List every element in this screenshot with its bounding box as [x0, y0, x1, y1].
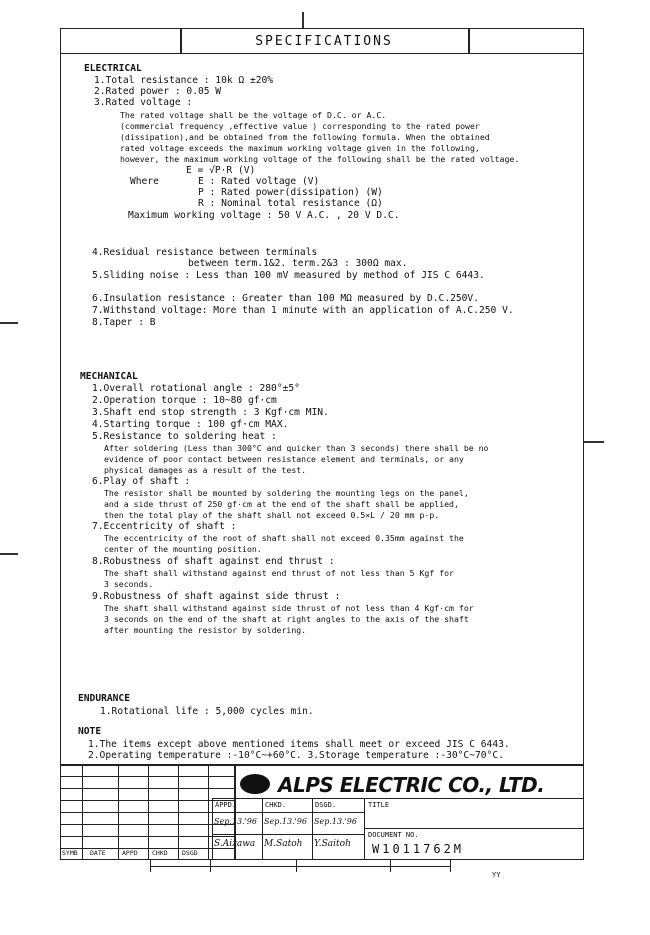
- rev-col-symb: SYMB: [62, 849, 78, 857]
- mechanical-item-9-text-2: 3 seconds on the end of the shaft at right angles to the axis of the shaft: [104, 614, 469, 624]
- mechanical-item-6-text-3: then the total play of the shaft shall not exceed 0.5×L / 20 mm p-p.: [104, 510, 440, 520]
- appd-signature: S.Aizawa: [214, 839, 256, 849]
- electrical-item-4: 4.Residual resistance between terminals: [92, 247, 318, 258]
- document-number: W1011762M: [372, 842, 465, 856]
- max-working-voltage: Maximum working voltage : 50 V A.C. , 20 V D.C.: [128, 210, 400, 221]
- title-label: TITLE: [368, 801, 390, 809]
- mechanical-item-9-text-1: The shaft shall withstand against side thrust of not less than 4 Kgf·cm for: [104, 603, 474, 613]
- left-tick-upper: [0, 322, 18, 324]
- rated-voltage-text-4: rated voltage exceeds the maximum working voltage given in the following,: [120, 143, 480, 153]
- rated-voltage-text-5: however, the maximum working voltage of the following shall be the rated voltage.: [120, 154, 520, 164]
- note-heading: NOTE: [78, 726, 102, 737]
- dsgd-date: Sep.13.'96: [314, 817, 357, 826]
- right-tick: [584, 441, 604, 443]
- mechanical-item-8-text-1: The shaft shall withstand against end thrust of not less than 5 Kgf for: [104, 568, 454, 578]
- company-logo: [234, 772, 584, 798]
- endurance-heading: ENDURANCE: [78, 693, 130, 704]
- mechanical-item-5-text-3: physical damages as a result of the test.: [104, 465, 307, 475]
- mechanical-item-2: 2.Operation torque : 10~80 gf·cm: [92, 395, 277, 406]
- electrical-item-1: 1.Total resistance : 10k Ω ±20%: [94, 75, 274, 86]
- rev-col-dsgd: DSGD: [182, 849, 198, 857]
- where-label: Where: [130, 176, 159, 187]
- electrical-item-4-detail: between term.1&2. term.2&3 : 300Ω max.: [188, 258, 408, 269]
- mechanical-item-8: 8.Robustness of shaft against end thrust :: [92, 556, 335, 567]
- mechanical-item-6: 6.Play of shaft :: [92, 476, 191, 487]
- where-item-e: E : Rated voltage (V): [198, 176, 320, 187]
- electrical-item-2: 2.Rated power : 0.05 W: [94, 86, 222, 97]
- mechanical-item-5-text-1: After soldering (Less than 300°C and quicker than 3 seconds) there shall be no: [104, 443, 489, 453]
- top-center-tick: [302, 12, 304, 28]
- mechanical-item-9-text-3: after mounting the resistor by soldering.: [104, 625, 307, 635]
- chkd-date: Sep.13.'96: [264, 817, 307, 826]
- rated-voltage-text-1: The rated voltage shall be the voltage of D.C. or A.C.: [120, 110, 387, 120]
- where-item-p: P : Rated power(dissipation) (W): [198, 187, 383, 198]
- mechanical-item-5: 5.Resistance to soldering heat :: [92, 431, 277, 442]
- mechanical-item-1: 1.Overall rotational angle : 280°±5°: [92, 383, 300, 394]
- mechanical-item-7-text-2: center of the mounting position.: [104, 544, 262, 554]
- rev-col-date: DATE: [90, 849, 106, 857]
- alps-logo-icon: [240, 774, 270, 794]
- rated-voltage-formula: E = √P·R (V): [186, 165, 256, 176]
- mechanical-item-6-text-2: and a side thrust of 250 gf·cm at the end of the shaft shall be applied,: [104, 499, 459, 509]
- chkd-signature: M.Satoh: [264, 839, 303, 849]
- mechanical-item-8-text-2: 3 seconds.: [104, 579, 154, 589]
- chkd-label: CHKD.: [265, 801, 287, 809]
- rev-col-chkd: CHKD: [152, 849, 168, 857]
- rated-voltage-text-2: (commercial frequency ,effective value ) corresponding to the rated power: [120, 121, 480, 131]
- electrical-item-8: 8.Taper : B: [92, 317, 156, 328]
- mechanical-item-3: 3.Shaft end stop strength : 3 Kgf·cm MIN.: [92, 407, 329, 418]
- header-bar: [60, 28, 584, 54]
- document-number-label: DOCUMENT NO.: [368, 831, 419, 839]
- electrical-heading: ELECTRICAL: [84, 63, 142, 74]
- electrical-item-3: 3.Rated voltage :: [94, 97, 193, 108]
- rev-col-appd: APPD: [122, 849, 138, 857]
- mechanical-item-4: 4.Starting torque : 100 gf·cm MAX.: [92, 419, 289, 430]
- dsgd-signature: Y.Saitoh: [314, 839, 351, 849]
- page-title: SPECIFICATIONS: [255, 34, 393, 49]
- rated-voltage-text-3: (dissipation),and be obtained from the following formula. When the obtained: [120, 132, 490, 142]
- bottom-stub-rule: [150, 866, 450, 867]
- where-item-r: R : Nominal total resistance (Ω): [198, 198, 383, 209]
- mechanical-item-9: 9.Robustness of shaft against side thrust :: [92, 591, 341, 602]
- mechanical-item-7: 7.Eccentricity of shaft :: [92, 521, 237, 532]
- appd-date: Sep.13.'96: [214, 817, 257, 826]
- electrical-item-7: 7.Withstand voltage: More than 1 minute with an application of A.C.250 V.: [92, 305, 514, 316]
- note-item-2: 2.Operating temperature :-10°C~+60°C. 3.Storage temperature :-30°C~70°C.: [88, 750, 504, 761]
- dsgd-label: DSGD.: [315, 801, 337, 809]
- note-item-1: 1.The items except above mentioned items shall meet or exceed JIS C 6443.: [88, 739, 510, 750]
- electrical-item-6: 6.Insulation resistance : Greater than 100 MΩ measured by D.C.250V.: [92, 293, 479, 304]
- mechanical-heading: MECHANICAL: [80, 371, 138, 382]
- left-tick-lower: [0, 553, 18, 555]
- mechanical-item-6-text-1: The resistor shall be mounted by soldering the mounting legs on the panel,: [104, 488, 469, 498]
- endurance-item-1: 1.Rotational life : 5,000 cycles min.: [100, 706, 314, 717]
- footer-mark: ΥΥ: [492, 871, 501, 879]
- company-name: ALPS ELECTRIC CO., LTD.: [278, 773, 545, 797]
- electrical-item-5: 5.Sliding noise : Less than 100 mV measured by method of JIS C 6443.: [92, 270, 485, 281]
- mechanical-item-7-text-1: The eccentricity of the root of shaft shall not exceed 0.35mm against the: [104, 533, 464, 543]
- appd-label: APPD.: [215, 801, 237, 809]
- titleblock-top-rule: [60, 764, 584, 766]
- mechanical-item-5-text-2: evidence of poor contact between resistance element and terminals, or any: [104, 454, 464, 464]
